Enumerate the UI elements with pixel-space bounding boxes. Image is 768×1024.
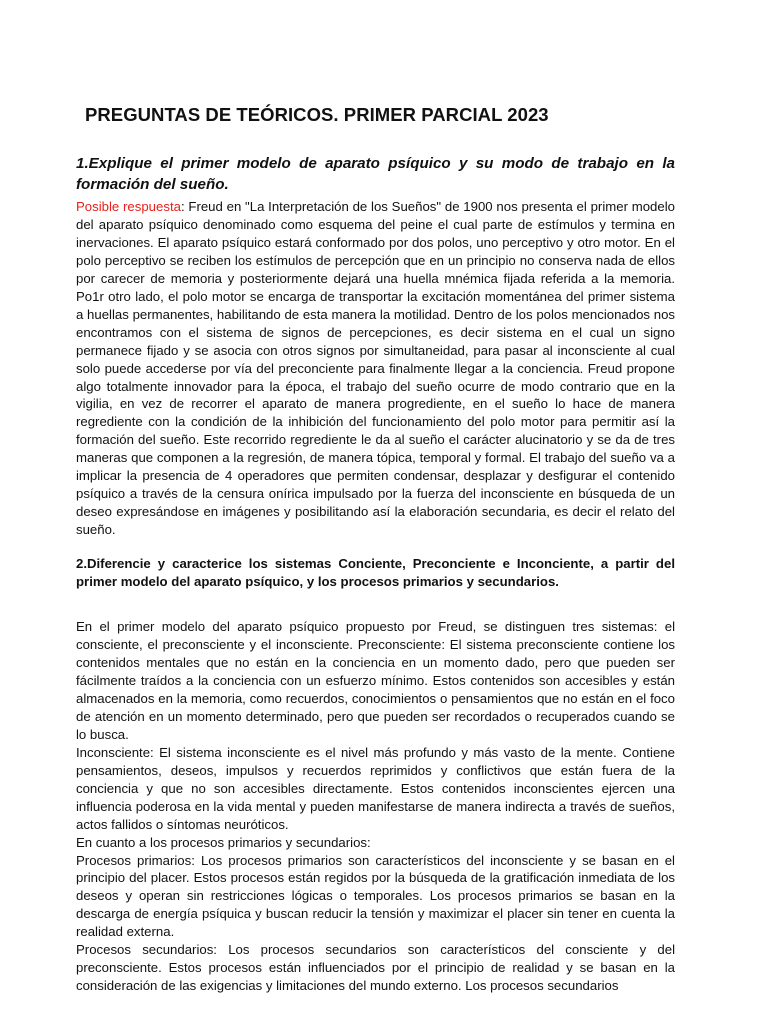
paragraph: Procesos secundarios: Los procesos secundarios son característicos del consciente y del preconsciente. Estos procesos están influenciados por el principio de realidad y se basan en la consideración de las exigencias y limitaciones del mundo externo. Los procesos secundarios [76, 942, 675, 994]
paragraph: Procesos primarios: Los procesos primarios son característicos del inconsciente y se basan en el principio del placer. Estos procesos están regidos por la búsqueda de la gratificación inmediata de los deseos y operan sin restricciones lógicas o temporales. Los procesos primarios se basan en la descarga de energía psíquica y buscan reducir la tensión y maximizar el placer sin tener en cuenta la realidad externa. [76, 852, 675, 940]
document-body [76, 153, 675, 995]
spacer [76, 591, 675, 618]
page-title: PREGUNTAS DE TEÓRICOS. PRIMER PARCIAL 2023 [85, 104, 549, 125]
paragraph: En cuanto a los procesos primarios y secundarios: [76, 834, 371, 850]
question-2-heading: 2.Diferencie y caracterice los sistemas Conciente, Preconciente e Inconciente, a partir del primer modelo del aparato psíquico, y los procesos primarios y secundarios. [76, 556, 675, 590]
question-1-answer [76, 198, 675, 539]
paragraph: En el primer modelo del aparato psíquico propuesto por Freud, se distinguen tres sistemas: el consciente, el preconsciente y el inconsciente. Preconsciente: El sistema preconsciente contiene los contenidos mentales que no están en la conciencia en un momento dado, pero que pueden ser fácilmente traídos a la conciencia con un esfuerzo mínimo. Estos contenidos son accesibles y están almacenados en la memoria, como recuerdos, conocimientos o pensamientos que no están en el foco de atención en un momento determinado, pero que pueden ser recordados o recuperados cuando se lo busca. [76, 619, 675, 742]
answer-label: Posible respuesta [76, 199, 181, 214]
paragraph: Inconsciente: El sistema inconsciente es el nivel más profundo y más vasto de la mente. Contiene pensamientos, deseos, impulsos y recuerdos reprimidos y conflictivos que están fuera de la conciencia y que no son accesibles directamente. Estos contenidos inconscientes ejercen una influencia poderosa en la vida mental y pueden manifestarse de manera indirecta a través de sueños, actos fallidos o síntomas neuróticos. [76, 744, 675, 832]
question-1-heading: 1.Explique el primer modelo de aparato psíquico y su modo de trabajo en la formación del sueño. [76, 155, 675, 193]
answer-text: : Freud en "La Interpretación de los Sueños" de 1900 nos presenta el primer modelo del aparato psíquico denominado como esquema del peine el cual parte de estímulos y termina en inervaciones. El aparato psíquico estará conformado por dos polos, uno perceptivo y otro motor. En el polo perceptivo se reciben los estímulos de percepción que en un principio no conserva nada de ellos por carecer de memoria y posteriormente dejará una huella mnémica fijada referida a la memoria. Po1r otro lado, el polo motor se encarga de transportar la excitación momentánea del primer sistema a huellas permanentes, habilitando de esta manera la motilidad. Dentro de los polos mencionados nos encontramos con el sistema de signos de percepciones, es decir sistema en el cual un signo permanece fijado y se asocia con otros signos por simultaneidad, para pasar al inconsciente al cual solo puede accederse por vía del preconciente para finalmente llegar a la conciencia. Freud propone algo totalmente innovador para la época, el trabajo del sueño ocurre de modo contrario que en la vigilia, en vez de recorrer el aparato de manera progrediente, en el sueño lo hace de manera regrediente con la condición de la inhibición del funcionamiento del polo motor para permitir así la formación del sueño. Este recorrido regrediente le da al sueño el carácter alucinatorio y se da de tres maneras que componen a la regresión, de manera tópica, temporal y formal. El trabajo del sueño va a implicar la presencia de 4 operadores que permiten condensar, desplazar y desfigurar el contenido psíquico a través de la censura onírica impulsado por la fuerza del inconsciente en búsqueda de un deseo expresándose en imágenes y posibilitando así la elaboración secundaria, es decir el relato del sueño. [76, 199, 675, 538]
